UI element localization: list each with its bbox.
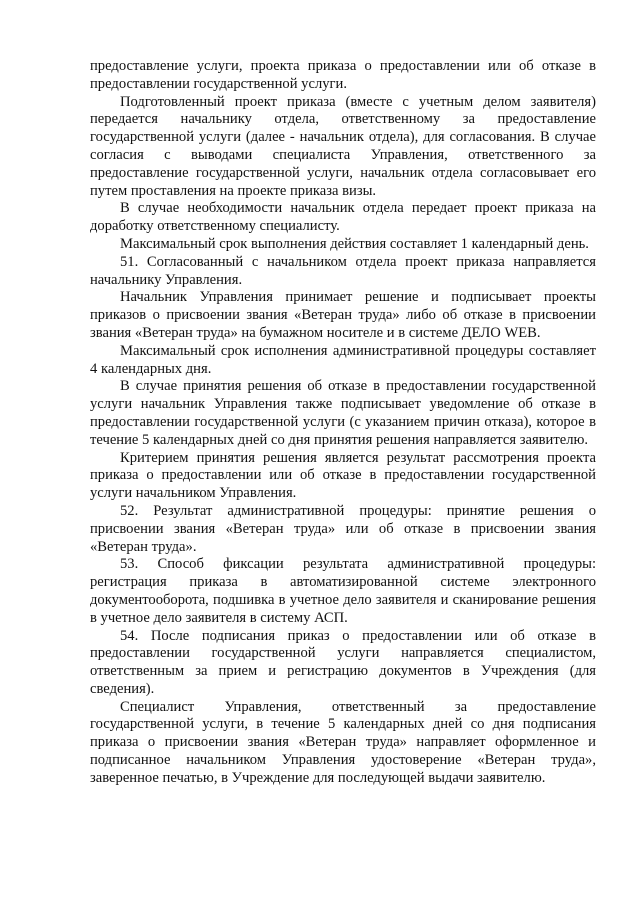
paragraph-certificate-issue: Специалист Управления, ответственный за предоставление государственной услуги, в течение 5 календарных дней со дня подписания приказа о присвоении звания «Ветеран труда» направляет оформленное и подписанное начальником Управления удостоверение «Ветеран труда», заверенное печатью, в Учреждение для последующей выдачи заявителю. <box>90 698 596 786</box>
paragraph-item-52: 52. Результат административной процедуры: принятие решения о присвоении звания «Ветеран труда» или об отказе в присвоении звания «Ветеран труда». <box>90 502 596 555</box>
paragraph-item-54: 54. После подписания приказ о предоставлении или об отказе в предоставлении государственной услуги направляется специалистом, ответственным за прием и регистрацию документов в Учреждения (для сведения). <box>90 627 596 697</box>
paragraph-item-53: 53. Способ фиксации результата административной процедуры: регистрация приказа в автоматизированной системе электронного документооборота, подшивка в учетное дело заявителя и сканирование решения в учетное дело заявителя в систему АСП. <box>90 556 596 626</box>
paragraph-draft-order-approval: Подготовленный проект приказа (вместе с учетным делом заявителя) передается начальнику отдела, ответственному за предоставление государственной услуги (далее - начальник отдела), для согласования. В случае согласия с выводами специалиста Управления, ответственного за предоставление государственной услуги, начальник отдела согласовывает его путем проставления на проекте приказа визы. <box>90 93 596 199</box>
paragraph-continuation: предоставление услуги, проекта приказа о предоставлении или об отказе в предоставлении государственной услуги. <box>90 58 596 92</box>
paragraph-revision: В случае необходимости начальник отдела передает проект приказа на доработку ответственному специалисту. <box>90 200 596 235</box>
paragraph-refusal-notice: В случае принятия решения об отказе в предоставлении государственной услуги начальник Управления также подписывает уведомление об отказе в предоставлении государственной услуги (с указанием причин отказа), которое в течение 5 календарных дней со дня принятия решения направляется заявителю. <box>90 378 596 448</box>
paragraph-head-decision: Начальник Управления принимает решение и подписывает проекты приказов о присвоении звания «Ветеран труда» либо об отказе в присвоении звания «Ветеран труда» на бумажном носителе и в системе ДЕЛО WEB. <box>90 289 596 341</box>
paragraph-decision-criterion: Критерием принятия решения является результат рассмотрения проекта приказа о предоставлении или об отказе в предоставлении государственной услуги начальником Управления. <box>90 449 596 502</box>
paragraph-max-term-4-days: Максимальный срок исполнения административной процедуры составляет 4 календарных дня. <box>90 342 596 377</box>
document-body <box>90 58 596 788</box>
paragraph-item-51: 51. Согласованный с начальником отдела проект приказа направляется начальнику Управления. <box>90 253 596 288</box>
paragraph-max-term-1-day: Максимальный срок выполнения действия составляет 1 календарный день. <box>120 235 589 252</box>
